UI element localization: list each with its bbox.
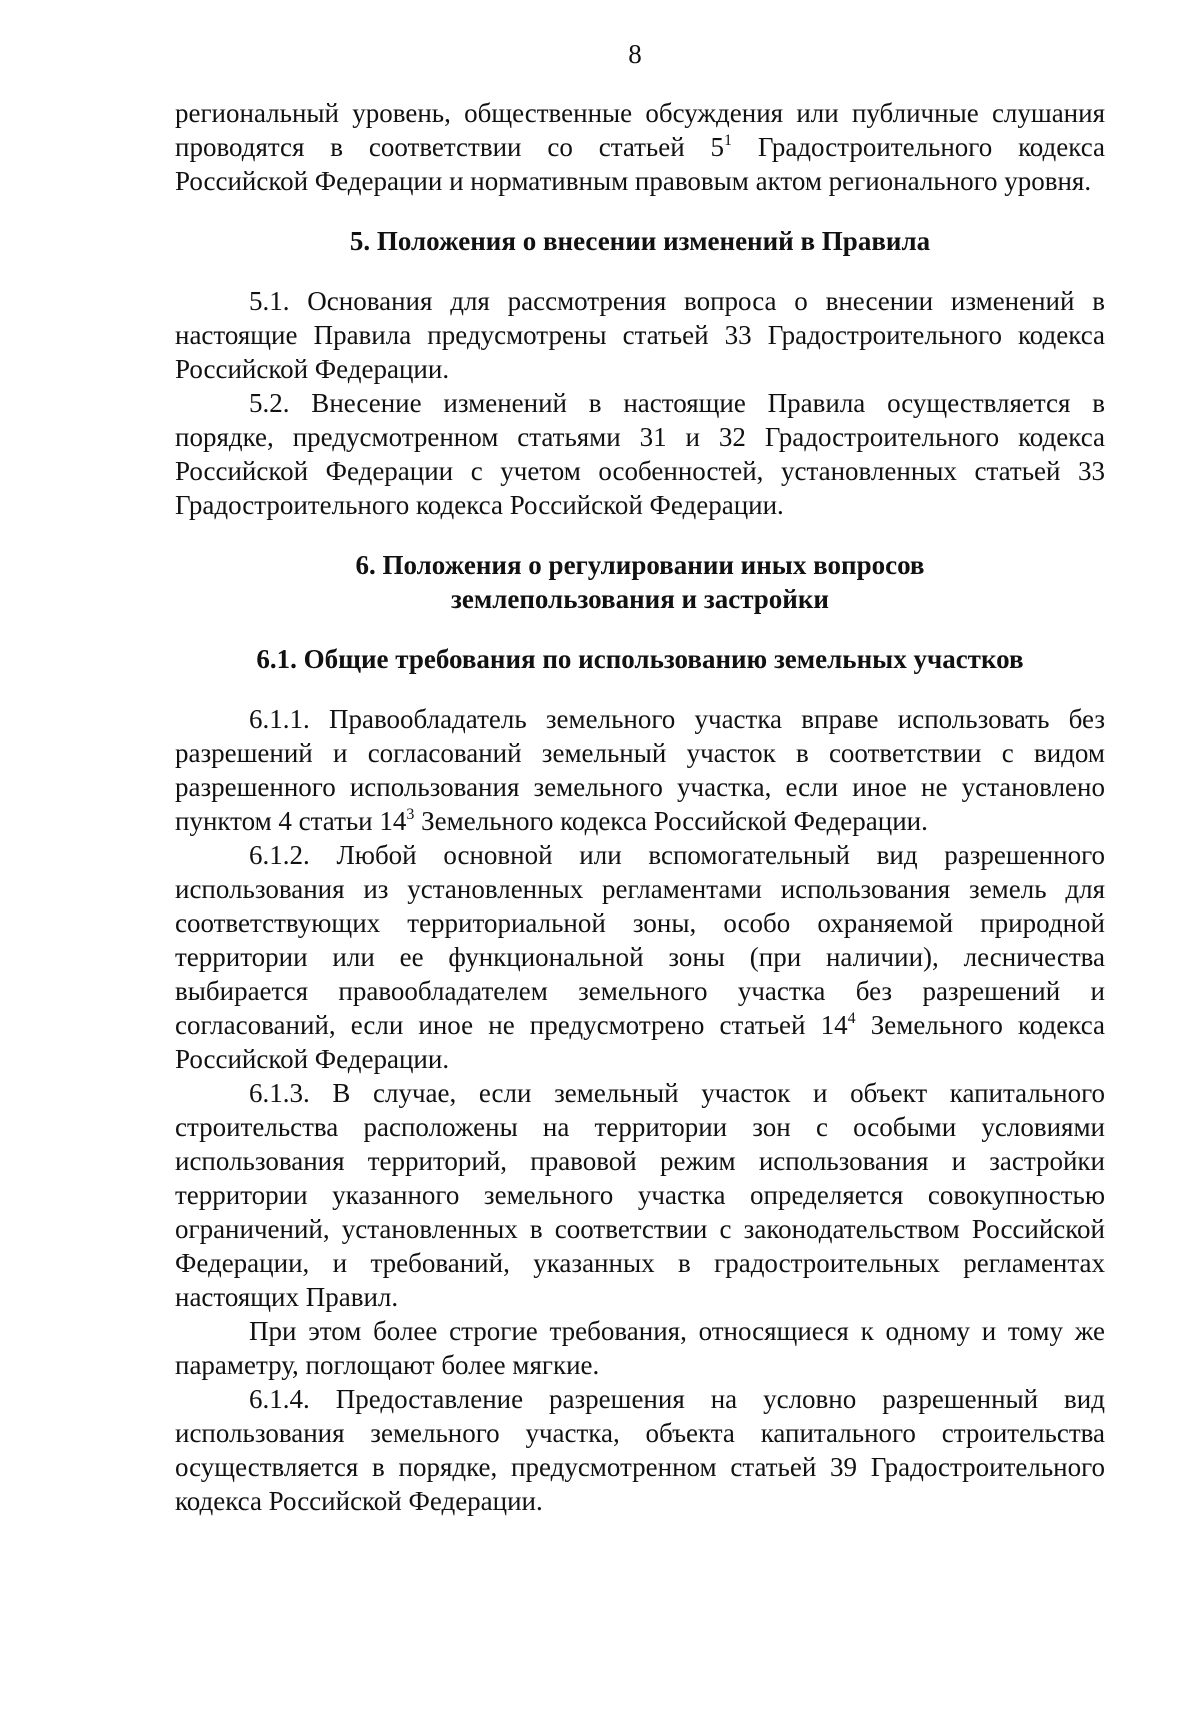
section-6-heading-line-2: землепользования и застройки bbox=[451, 584, 829, 614]
paragraph-6-1-1-superscript: 3 bbox=[406, 806, 415, 823]
paragraph-5-1: 5.1. Основания для рассмотрения вопроса о внесении изменений в настоящие Правила предусмотрены статьей 33 Градостроительного кодекса Российской Федерации. bbox=[175, 286, 1105, 384]
page-number: 8 bbox=[628, 39, 642, 69]
subsection-6-1-heading: 6.1. Общие требования по использованию земельных участков bbox=[256, 644, 1024, 674]
paragraph-6-1-3-note: При этом более строгие требования, относящиеся к одному и тому же параметру, поглощают более мягкие. bbox=[175, 1316, 1105, 1380]
intro-superscript: 1 bbox=[724, 132, 733, 149]
paragraph-6-1-1-part1: 6.1.1. Правообладатель земельного участка вправе использовать без разрешений и согласований земельный участок в соответствии с видом разрешенного использования земельного участка, если иное не установлено пунктом 4 статьи 14 bbox=[175, 704, 1105, 836]
paragraph-6-1-2-superscript: 4 bbox=[847, 1010, 856, 1027]
paragraph-6-1-4: 6.1.4. Предоставление разрешения на условно разрешенный вид использования земельного участка, объекта капитального строительства осуществляется в порядке, предусмотренном статьей 39 Градостроительного кодекса Российской Федерации. bbox=[175, 1384, 1105, 1516]
paragraph-6-1-2-part2: Земельного кодекса Российской Федерации. bbox=[175, 1010, 1105, 1074]
intro-paragraph bbox=[175, 96, 1105, 198]
section-5-heading: 5. Положения о внесении изменений в Правила bbox=[349, 226, 931, 256]
paragraph-6-1-2-part1: 6.1.2. Любой основной или вспомогательный вид разрешенного использования из установленных регламентами использования земель для соответствующих территориальной зоны, особо охраняемой природной территории или ее функциональной зоны (при наличии), лесничества выбирается правообладателем земельного участка без разрешений и согласований, если иное не предусмотрено статьей 14 bbox=[175, 840, 1105, 1040]
paragraph-6-1-1 bbox=[175, 702, 1105, 838]
section-6-heading-line-1: 6. Положения о регулировании иных вопросов bbox=[355, 550, 925, 580]
paragraph-5-2: 5.2. Внесение изменений в настоящие Правила осуществляется в порядке, предусмотренном статьями 31 и 32 Градостроительного кодекса Российской Федерации с учетом особенностей, установленных статьей 33 Градостроительного кодекса Российской Федерации. bbox=[175, 388, 1105, 520]
document-body bbox=[175, 96, 1105, 1518]
paragraph-6-1-2 bbox=[175, 838, 1105, 1076]
intro-text-part2: Градостроительного кодекса Российской Федерации и нормативным правовым актом регионального уровня. bbox=[175, 132, 1105, 196]
paragraph-6-1-3: 6.1.3. В случае, если земельный участок и объект капитального строительства расположены на территории зон с особыми условиями использования территорий, правовой режим использования и застройки территории указанного земельного участка определяется совокупностью ограничений, установленных в соответствии с законодательством Российской Федерации, и требований, указанных в градостроительных регламентах настоящих Правил. bbox=[175, 1078, 1105, 1312]
intro-text-part1: региональный уровень, общественные обсуждения или публичные слушания проводятся в соответствии со статьей 5 bbox=[175, 98, 1105, 162]
paragraph-6-1-1-part2: Земельного кодекса Российской Федерации. bbox=[414, 806, 928, 836]
